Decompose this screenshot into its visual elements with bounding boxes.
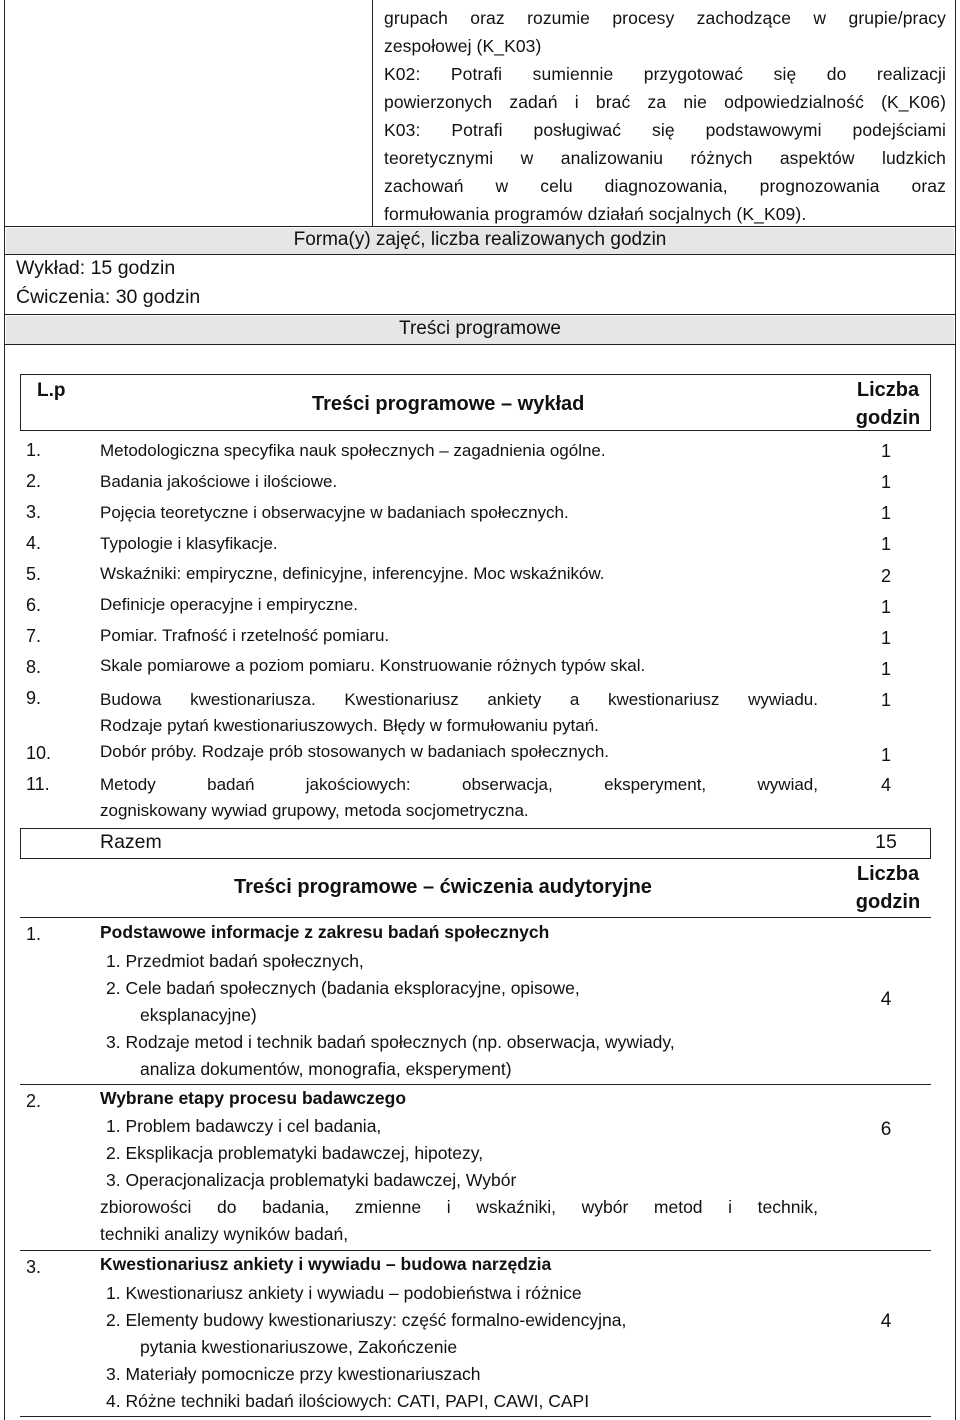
row-topic-line: Metody badań jakościowych: obserwacja, eksperyment, wywiad, (100, 775, 818, 794)
block-item: analiza dokumentów, monografia, eksperyment) (140, 1059, 512, 1079)
forms-heading: Forma(y) zajęć, liczba realizowanych godzin (293, 229, 667, 250)
row-hours: 1 (880, 472, 891, 492)
forms-lecture-hours: Wykład: 15 godzin (16, 257, 176, 279)
row-topic: Badania jakościowe i ilościowe. (100, 472, 338, 491)
block-items (100, 948, 818, 1083)
block-item: 2. Elementy budowy kwestionariuszy: część formalno-ewidencyjna, (106, 1310, 627, 1330)
block-hours: 6 (880, 1119, 892, 1140)
block-hours: 4 (880, 1311, 892, 1332)
block-items (100, 1280, 818, 1415)
total-value: 15 (875, 831, 897, 853)
block-title: Podstawowe informacje z zakresu badań społecznych (100, 922, 550, 942)
outcome-line: zespołowej (K_K03) (384, 36, 542, 56)
row-number: 4. (26, 533, 42, 553)
outcome-line: grupach oraz rozumie procesy zachodzące w grupie/pracy (384, 8, 946, 28)
outcome-line: teoretycznymi w analizowaniu różnych aspektów ludzkich (384, 148, 946, 168)
block-title: Kwestionariusz ankiety i wywiadu – budowa narzędzia (100, 1254, 552, 1274)
col-hours-header-line2: godzin (855, 407, 921, 429)
row-number: 6. (26, 595, 42, 615)
block-item: eksplanacyjne) (140, 1005, 257, 1025)
row-topic: Pomiar. Trafność i rzetelność pomiaru. (100, 626, 390, 645)
exercise-col-hours-line2: godzin (855, 891, 921, 913)
block-item: pytania kwestionariuszowe, Zakończenie (140, 1337, 458, 1357)
block-number: 3. (26, 1257, 42, 1277)
block-item: 3. Operacjonalizacja problematyki badawczej, Wybór (106, 1170, 517, 1190)
block-item: 2. Eksplikacja problematyki badawczej, hipotezy, (106, 1143, 484, 1163)
block-item: 3. Materiały pomocnicze przy kwestionariuszach (106, 1364, 481, 1384)
block-number: 2. (26, 1091, 42, 1111)
forms-exercise-hours: Ćwiczenia: 30 godzin (16, 286, 201, 308)
row-topic: Wskaźniki: empiryczne, definicyjne, inferencyjne. Moc wskaźników. (100, 564, 605, 583)
row-topic: Skale pomiarowe a poziom pomiaru. Konstruowanie różnych typów skal. (100, 656, 646, 675)
row-topic: Pojęcia teoretyczne i obserwacyjne w badaniach społecznych. (100, 503, 569, 522)
block-item: 1. Problem badawczy i cel badania, (106, 1116, 382, 1136)
outcome-line: K03: Potrafi posługiwać się podstawowymi podejściami (384, 120, 946, 140)
row-hours: 1 (880, 628, 891, 648)
row-hours: 1 (880, 441, 891, 461)
row-topic (100, 687, 818, 739)
block-item: 2. Cele badań społecznych (badania eksploracyjne, opisowe, (106, 978, 580, 998)
outcome-line: powierzonych zadań i brać za nie odpowiedzialność (K_K06) (384, 92, 946, 112)
row-number: 1. (26, 440, 42, 460)
exercise-table-title: Treści programowe – ćwiczenia audytoryjne (234, 876, 652, 898)
row-hours: 1 (880, 534, 891, 554)
exercise-col-hours-header (846, 860, 930, 916)
exercise-col-hours-line1: Liczba (856, 863, 920, 885)
row-topic-line: Rodzaje pytań kwestionariuszowych. Błędy w formułowaniu pytań. (100, 716, 599, 735)
row-hours: 1 (880, 690, 891, 710)
row-hours: 1 (880, 597, 891, 617)
col-hours-header (846, 376, 930, 432)
row-number: 3. (26, 502, 42, 522)
block-hours: 4 (880, 989, 892, 1010)
row-number: 2. (26, 471, 42, 491)
row-number: 8. (26, 657, 42, 677)
row-hours: 1 (880, 659, 891, 679)
outcome-line: formułowania programów działań socjalnych (K_K09). (384, 204, 807, 224)
block-item: techniki analizy wyników badań, (100, 1224, 349, 1244)
row-number: 5. (26, 564, 42, 584)
row-number: 11. (26, 774, 50, 794)
outcome-line: K02: Potrafi sumiennie przygotować się do realizacji (384, 64, 946, 84)
block-items (100, 1113, 818, 1248)
row-topic-line: Budowa kwestionariusza. Kwestionariusz ankiety a kwestionariusz wywiadu. (100, 690, 818, 709)
row-topic (100, 772, 818, 824)
outcome-line: zachowań w celu diagnozowania, prognozowania oraz (384, 176, 946, 196)
row-number: 10. (26, 743, 52, 763)
row-topic: Dobór próby. Rodzaje prób stosowanych w badaniach społecznych. (100, 742, 610, 761)
row-number: 9. (26, 688, 42, 708)
learning-outcomes-text (384, 4, 946, 228)
block-title: Wybrane etapy procesu badawczego (100, 1088, 407, 1108)
content-heading: Treści programowe (399, 318, 561, 339)
row-topic: Definicje operacyjne i empiryczne. (100, 595, 358, 614)
col-lp-header: L.p (37, 380, 66, 401)
block-item: 4. Różne techniki badań ilościowych: CATI, PAPI, CAWI, CAPI (106, 1391, 590, 1411)
row-topic: Metodologiczna specyfika nauk społecznych – zagadnienia ogólne. (100, 441, 606, 460)
block-item: zbiorowości do badania, zmienne i wskaźniki, wybór metod i technik, (100, 1197, 818, 1217)
row-hours: 4 (880, 775, 891, 795)
block-item: 1. Przedmiot badań społecznych, (106, 951, 364, 971)
row-hours: 2 (880, 566, 891, 586)
row-topic: Typologie i klasyfikacje. (100, 534, 278, 553)
row-topic-line: zogniskowany wywiad grupowy, metoda socjometryczna. (100, 801, 529, 820)
row-hours: 1 (880, 503, 891, 523)
col-hours-header-line1: Liczba (856, 379, 920, 401)
block-item: 3. Rodzaje metod i technik badań społecznych (np. obserwacja, wywiady, (106, 1032, 675, 1052)
row-number: 7. (26, 626, 42, 646)
total-label: Razem (100, 831, 162, 853)
block-number: 1. (26, 924, 42, 944)
row-hours: 1 (880, 745, 891, 765)
lecture-table-title: Treści programowe – wykład (312, 393, 585, 415)
block-item: 1. Kwestionariusz ankiety i wywiadu – podobieństwa i różnice (106, 1283, 582, 1303)
